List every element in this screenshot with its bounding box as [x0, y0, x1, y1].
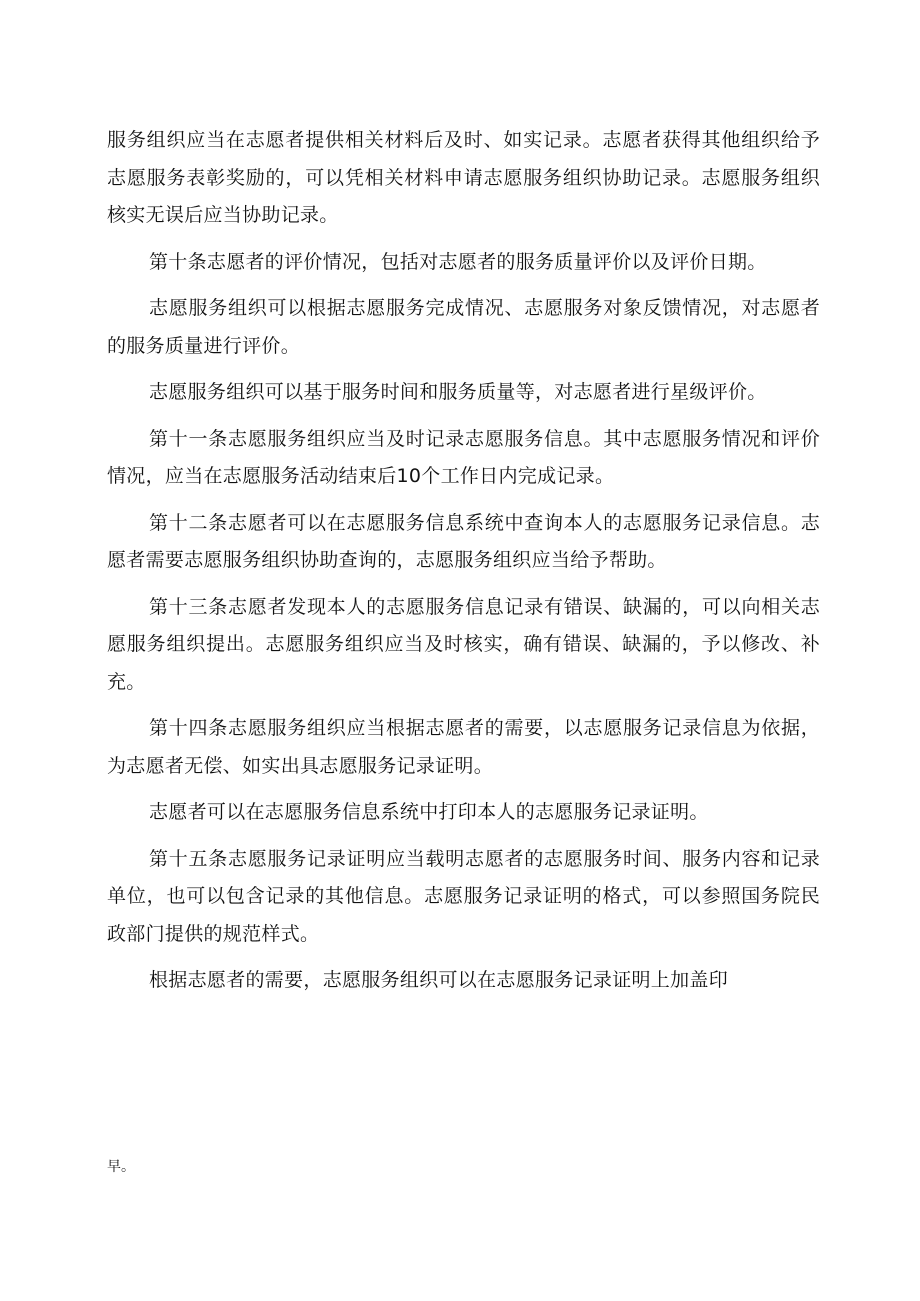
paragraph-article-12: 第十二条志愿者可以在志愿服务信息系统中查询本人的志愿服务记录信息。志愿者需要志愿服务组织协助查询的，志愿服务组织应当给予帮助。 — [107, 511, 820, 571]
paragraph-9: 志愿者可以在志愿服务信息系统中打印本人的志愿服务记录证明。 — [149, 801, 709, 823]
paragraph-tail: 早。 — [107, 1159, 135, 1175]
paragraph-article-15: 第十五条志愿服务记录证明应当载明志愿者的志愿服务时间、服务内容和记录单位，也可以包含记录的其他信息。志愿服务记录证明的格式，可以参照国务院民政部门提供的规范样式。 — [107, 847, 820, 945]
paragraph-11: 根据志愿者的需要，志愿服务组织可以在志愿服务记录证明上加盖印 — [149, 969, 729, 991]
document-body — [107, 122, 820, 1000]
paragraph-3: 志愿服务组织可以根据志愿服务完成情况、志愿服务对象反馈情况，对志愿者的服务质量进行评价。 — [107, 297, 820, 357]
paragraph-1: 服务组织应当在志愿者提供相关材料后及时、如实记录。志愿者获得其他组织给予志愿服务表彰奖励的，可以凭相关材料申请志愿服务组织协助记录。志愿服务组织核实无误后应当协助记录。 — [107, 129, 820, 226]
paragraph-article-10: 第十条志愿者的评价情况，包括对志愿者的服务质量评价以及评价日期。 — [149, 250, 767, 273]
paragraph-4: 志愿服务组织可以基于服务时间和服务质量等，对志愿者进行星级评价。 — [149, 381, 767, 403]
paragraph-article-11: 第十一条志愿服务组织应当及时记录志愿服务信息。其中志愿服务情况和评价情况，应当在志愿服务活动结束后10个工作日内完成记录。 — [107, 427, 820, 487]
paragraph-article-13: 第十三条志愿者发现本人的志愿服务信息记录有错误、缺漏的，可以向相关志愿服务组织提出。志愿服务组织应当及时核实，确有错误、缺漏的，予以修改、补充。 — [107, 595, 820, 693]
paragraph-article-14: 第十四条志愿服务组织应当根据志愿者的需要，以志愿服务记录信息为依据，为志愿者无偿、如实出具志愿服务记录证明。 — [107, 717, 820, 777]
